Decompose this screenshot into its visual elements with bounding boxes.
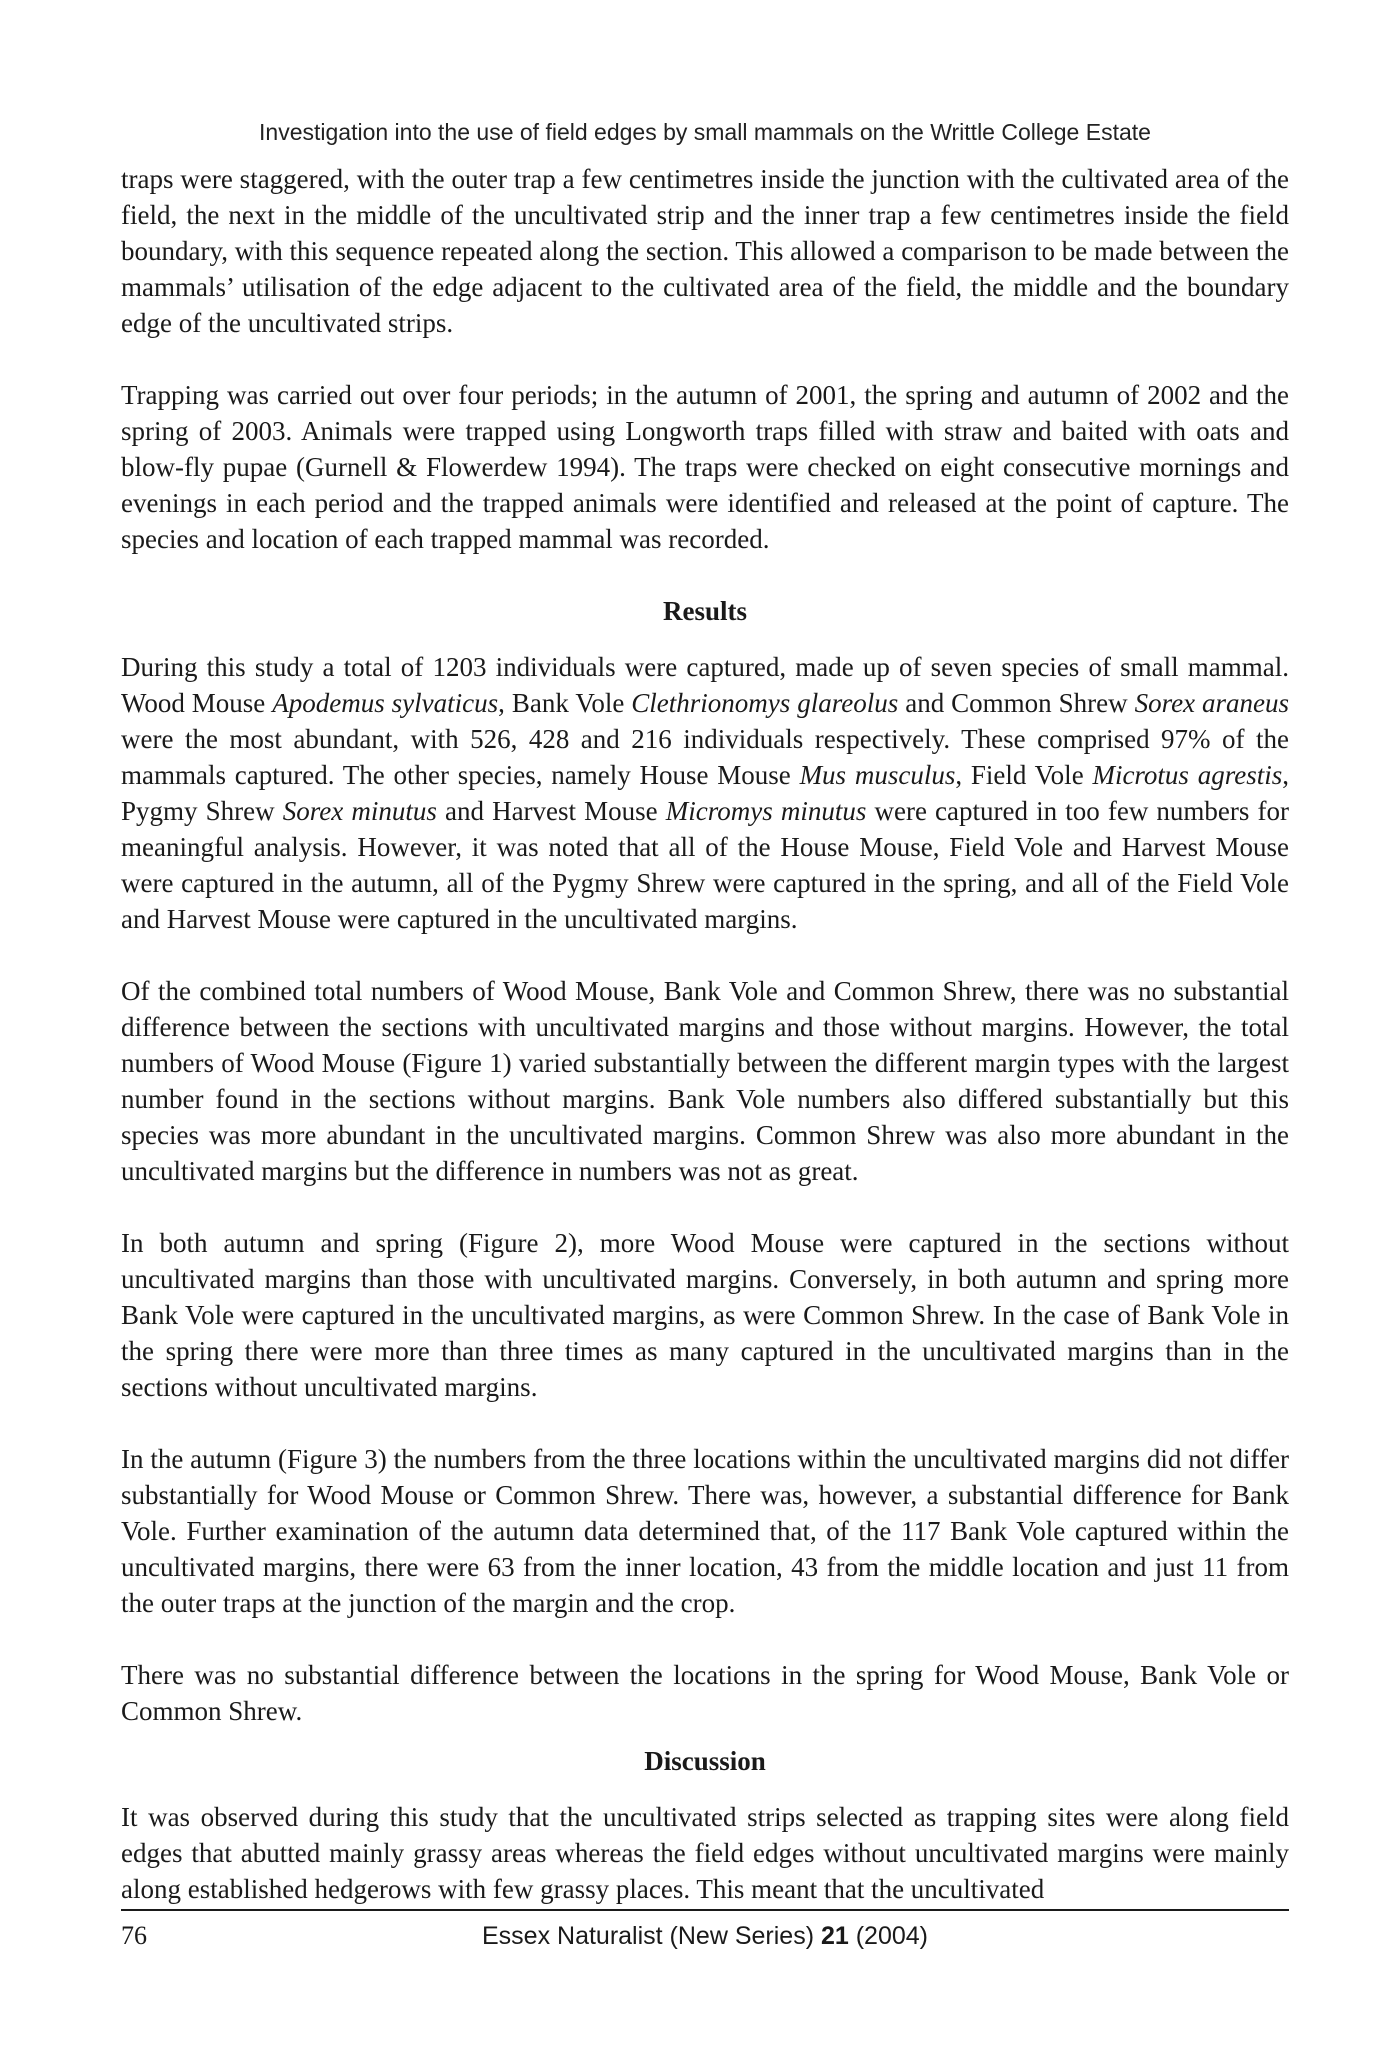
journal-year: (2004) [848, 1922, 928, 1950]
species-name: Sorex araneus [1134, 688, 1289, 718]
running-header: Investigation into the use of field edges by small mammals on the Writtle College Estate [259, 119, 1151, 145]
results-paragraph-3: In both autumn and spring (Figure 2), more Wood Mouse were captured in the sections without uncultivated margins than those with uncultivated margins. Conversely, in both autumn and spring more Bank Vole were captured in the uncultivated margins, as were Common Shrew. In the case of Bank Vole in the spring there were more than three times as many captured in the uncultivated margins than in the sections without uncultivated margins. [121, 1228, 1289, 1402]
text-run: and Harvest Mouse [436, 796, 666, 826]
methods-paragraph-2: Trapping was carried out over four periods; in the autumn of 2001, the spring and autumn of 2002 and the spring of 2003. Animals were trapped using Longworth traps filled with straw and baited with oats and blow-fly pupae (Gurnell & Flowerdew 1994). The traps were checked on eight consecutive mornings and evenings in each period and the trapped animals were identified and released at the point of capture. The species and location of each trapped mammal was recorded. [121, 380, 1289, 554]
document-page [121, 0, 1289, 2067]
article-body [121, 161, 1289, 1907]
text-run: During this study a total of 1203 individuals were captured, made up of seven species of small mammal. Wood Mouse [121, 652, 1289, 718]
species-name: Mus musculus [799, 760, 956, 790]
discussion-paragraph-1: It was observed during this study that the uncultivated strips selected as trapping sites were along field edges that abutted mainly grassy areas whereas the field edges without uncultivated margins were mainly along established hedgerows with few grassy places. This meant that the uncultivated [121, 1802, 1289, 1904]
species-name: Sorex minutus [282, 796, 437, 826]
results-paragraph-4: In the autumn (Figure 3) the numbers from the three locations within the uncultivated margins did not differ substantially for Wood Mouse or Common Shrew. There was, however, a substantial difference for Bank Vole. Further examination of the autumn data determined that, of the 117 Bank Vole captured within the uncultivated margins, there were 63 from the inner location, 43 from the middle location and just 11 from the outer traps at the junction of the margin and the crop. [121, 1444, 1289, 1618]
species-name: Microtus agrestis [1092, 760, 1283, 790]
species-name: Clethrionomys glareolus [631, 688, 899, 718]
text-run: , Field Vole [955, 760, 1093, 790]
results-paragraph-2: Of the combined total numbers of Wood Mouse, Bank Vole and Common Shrew, there was no substantial difference between the sections with uncultivated margins and those without margins. However, the total numbers of Wood Mouse (Figure 1) varied substantially between the different margin types with the largest number found in the sections without margins. Bank Vole numbers also differed substantially but this species was more abundant in the uncultivated margins. Common Shrew was also more abundant in the uncultivated margins but the difference in numbers was not as great. [121, 976, 1289, 1186]
methods-paragraph-1: traps were staggered, with the outer trap a few centimetres inside the junction with the cultivated area of the field, the next in the middle of the uncultivated strip and the inner trap a few centimetres inside the field boundary, with this sequence repeated along the section. This allowed a comparison to be made between the mammals’ utilisation of the edge adjacent to the cultivated area of the field, the middle and the boundary edge of the uncultivated strips. [121, 164, 1289, 338]
footer-divider [121, 1909, 1289, 1911]
text-run: , Bank Vole [498, 688, 632, 718]
results-heading: Results [662, 596, 747, 626]
results-paragraph-5: There was no substantial difference between the locations in the spring for Wood Mouse, Bank Vole or Common Shrew. [121, 1660, 1289, 1726]
species-name: Apodemus sylvaticus [272, 688, 499, 718]
results-paragraph-1 [121, 649, 1289, 937]
species-name: Micromys minutus [665, 796, 867, 826]
text-run: were captured in too few numbers for meaningful analysis. However, it was noted that all of the House Mouse, Field Vole and Harvest Mouse were captured in the autumn, all of the Pygmy Shrew were captured in the spring, and all of the Field Vole and Harvest Mouse were captured in the uncultivated margins. [121, 796, 1290, 934]
text-run: were the most abundant, with 526, 428 and 216 individuals respectively. These comprised 97% of the mammals captured. The other species, namely House Mouse [121, 724, 1289, 790]
text-run: , Pygmy Shrew [121, 760, 1289, 826]
text-run: and Common Shrew [898, 688, 1135, 718]
discussion-heading: Discussion [644, 1746, 766, 1776]
journal-citation [121, 1920, 1289, 1952]
journal-volume: 21 [820, 1922, 849, 1950]
journal-name: Essex Naturalist (New Series) [481, 1922, 821, 1950]
page-number: 76 [121, 1921, 147, 1950]
